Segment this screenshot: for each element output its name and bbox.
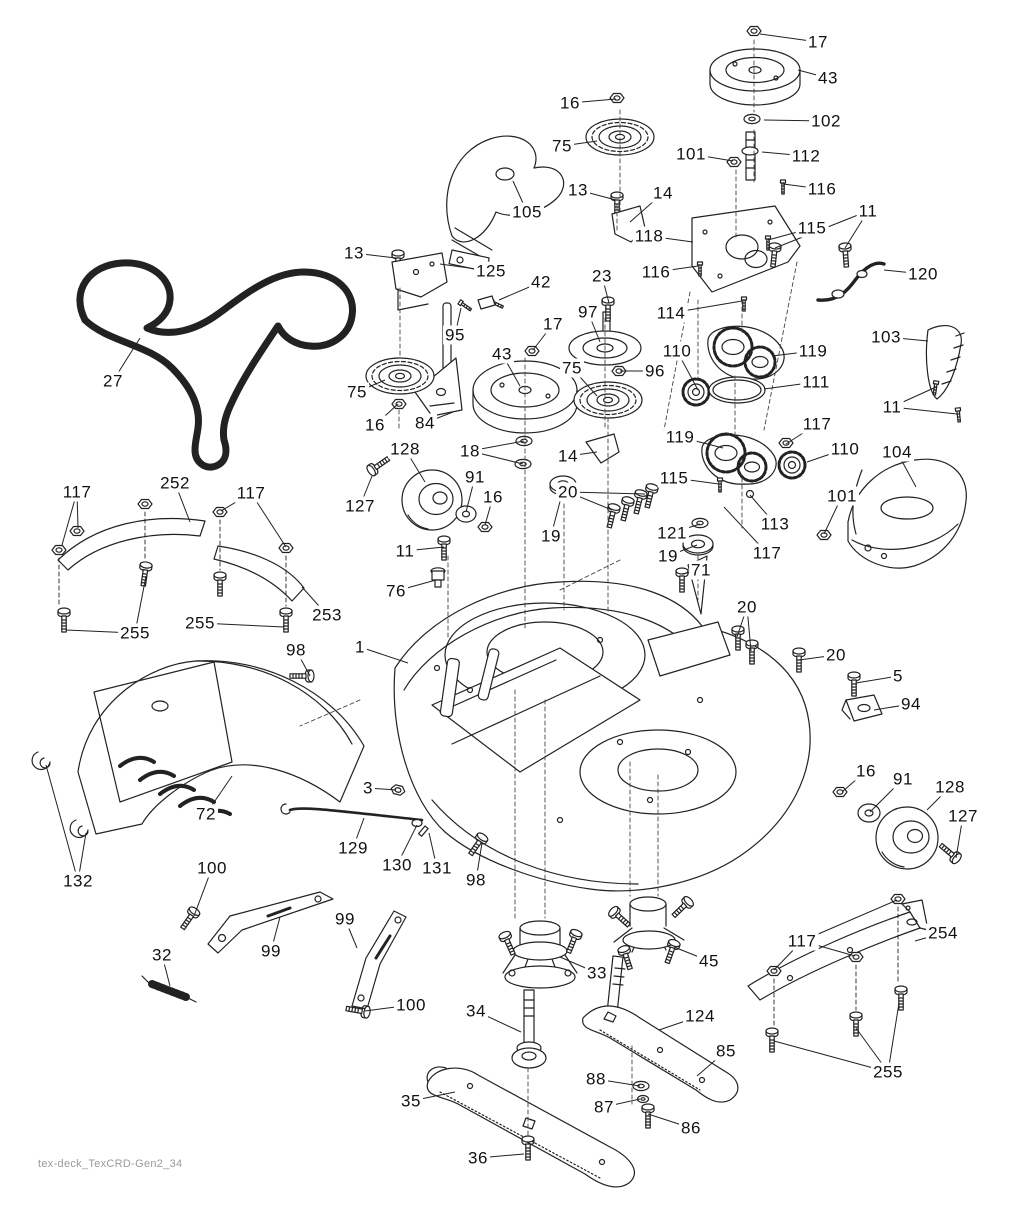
callout-75: 75 (552, 136, 572, 156)
callout-45: 45 (699, 951, 719, 971)
callout-33: 33 (587, 963, 607, 983)
callout-91: 91 (465, 467, 485, 487)
callout-127: 127 (345, 496, 375, 516)
callout-35: 35 (401, 1091, 421, 1111)
callout-117: 117 (787, 931, 817, 951)
callout-32: 32 (152, 945, 172, 965)
callout-11: 11 (395, 541, 415, 561)
callout-128: 128 (390, 439, 420, 459)
callout-97: 97 (578, 302, 598, 322)
callout-127: 127 (948, 806, 978, 826)
callout-14: 14 (558, 446, 578, 466)
callout-76: 76 (386, 581, 406, 601)
callout-111: 111 (802, 372, 830, 392)
callout-84: 84 (415, 413, 435, 433)
callout-255: 255 (185, 613, 215, 633)
callout-110: 110 (662, 341, 692, 361)
callout-128: 128 (935, 777, 965, 797)
callout-72: 72 (196, 804, 216, 824)
callout-5: 5 (893, 666, 903, 686)
callout-119: 119 (665, 427, 695, 447)
callout-42: 42 (531, 272, 551, 292)
callout-23: 23 (592, 266, 612, 286)
drawing-id: tex-deck_TexCRD-Gen2_34 (38, 1158, 183, 1170)
callout-19: 19 (658, 546, 678, 566)
callout-18: 18 (460, 441, 480, 461)
callout-124: 124 (685, 1006, 715, 1026)
callout-16: 16 (856, 761, 876, 781)
callout-115: 115 (659, 468, 689, 488)
callout-86: 86 (681, 1118, 701, 1138)
callout-17: 17 (808, 32, 828, 52)
callout-98: 98 (466, 870, 486, 890)
callout-121: 121 (657, 523, 687, 543)
callout-13: 13 (568, 180, 588, 200)
callout-43: 43 (818, 68, 838, 88)
callout-110: 110 (830, 439, 860, 459)
callout-16: 16 (365, 415, 385, 435)
callout-20: 20 (826, 645, 846, 665)
callout-87: 87 (594, 1097, 614, 1117)
callout-75: 75 (347, 382, 367, 402)
callout-252: 252 (160, 473, 190, 493)
callout-11: 11 (882, 397, 902, 417)
callout-100: 100 (396, 995, 426, 1015)
callout-36: 36 (468, 1148, 488, 1168)
callout-94: 94 (901, 694, 921, 714)
callout-101: 101 (827, 486, 857, 506)
callout-71: 71 (691, 560, 711, 580)
callout-101: 101 (676, 144, 706, 164)
callout-75: 75 (562, 358, 582, 378)
callout-102: 102 (811, 111, 841, 131)
callout-116: 116 (641, 262, 671, 282)
callout-114: 114 (656, 303, 686, 323)
callout-104: 104 (882, 442, 912, 462)
callout-11: 11 (858, 201, 878, 221)
callout-117: 117 (236, 483, 266, 503)
callout-103: 103 (871, 327, 901, 347)
callout-88: 88 (586, 1069, 606, 1089)
callout-14: 14 (653, 183, 673, 203)
callout-95: 95 (445, 325, 465, 345)
callout-255: 255 (873, 1062, 903, 1082)
callout-120: 120 (908, 264, 938, 284)
callout-117: 117 (62, 482, 92, 502)
callout-20: 20 (737, 597, 757, 617)
callout-130: 130 (382, 855, 412, 875)
callout-20: 20 (558, 482, 578, 502)
callout-117: 117 (802, 414, 832, 434)
callout-91: 91 (893, 769, 913, 789)
callout-43: 43 (492, 344, 512, 364)
callout-16: 16 (560, 93, 580, 113)
callout-125: 125 (476, 261, 506, 281)
callout-16: 16 (483, 487, 503, 507)
callout-129: 129 (338, 838, 368, 858)
callout-13: 13 (344, 243, 364, 263)
callout-99: 99 (335, 909, 355, 929)
callout-99: 99 (261, 941, 281, 961)
callout-27: 27 (103, 371, 123, 391)
callout-112: 112 (791, 146, 821, 166)
callout-132: 132 (63, 871, 93, 891)
callout-118: 118 (634, 226, 664, 246)
callout-100: 100 (197, 858, 227, 878)
callout-1: 1 (355, 637, 365, 657)
callout-98: 98 (286, 640, 306, 660)
callout-254: 254 (928, 923, 958, 943)
callout-34: 34 (466, 1001, 486, 1021)
callout-85: 85 (716, 1041, 736, 1061)
callout-119: 119 (798, 341, 828, 361)
callout-255: 255 (120, 623, 150, 643)
callout-19: 19 (541, 526, 561, 546)
callout-17: 17 (543, 314, 563, 334)
callout-117: 117 (752, 543, 782, 563)
callout-116: 116 (807, 179, 837, 199)
callout-96: 96 (645, 361, 665, 381)
callout-3: 3 (363, 778, 373, 798)
callout-115: 115 (797, 218, 827, 238)
callout-131: 131 (422, 858, 452, 878)
callout-253: 253 (312, 605, 342, 625)
callout-113: 113 (760, 514, 790, 534)
callout-105: 105 (512, 202, 542, 222)
